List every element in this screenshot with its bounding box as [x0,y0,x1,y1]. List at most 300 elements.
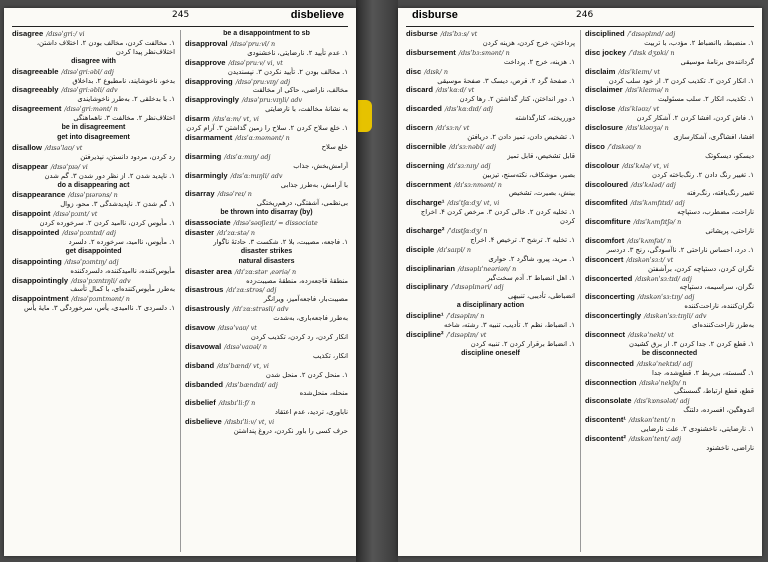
definition-text: ۱. منضبط، باانضباط ۲. مؤدب، با تربیت [644,38,754,47]
right-page-number: 246 [576,10,594,20]
pronunciation: /dɪˈzɑːstrəs/ adj [226,286,277,295]
definition-text: ۱. انضباط، نظم ۲. تأدیب، تنبیه ۳. رشته، شاخه [444,321,575,330]
dictionary-entry [406,124,575,142]
pronunciation: /dɪˈzɑːstə/ n [217,229,255,238]
dictionary-entry [185,40,348,58]
headword: disagree [12,30,44,38]
definition-text: نگران‌کننده، ناراحت‌کننده [684,302,754,311]
dictionary-entry [585,312,754,330]
column-divider [580,30,581,552]
headword: disclose [585,104,616,114]
headword: disband [185,360,215,370]
dictionary-entry [406,331,575,349]
entry-headline [406,49,575,58]
dictionary-entry [185,305,348,323]
dictionary-entry [12,105,175,123]
pronunciation: /dɪsəˈpruːvɪŋ/ adj [235,77,291,86]
headword: disbanded [185,379,223,389]
entry-headline [185,40,348,49]
definition-text: ۱. نارضایتی، ناخشنودی ۲. علت نارضایی [640,425,754,434]
dictionary-entry [585,293,754,311]
headword: disassociate [185,218,231,228]
definition-text: به‌طرز ناراحت‌کننده‌ای [692,321,754,330]
definition-text: دورریخته، کنارگذاشته [515,114,575,123]
definition-text: قطع، قطع ارتباط، گسستگی [673,387,754,396]
dictionary-entry [185,115,348,133]
dictionary-entry [12,182,175,191]
dictionary-entry [585,86,754,104]
dictionary-entry [585,435,754,453]
headword: disconcert [585,254,624,264]
left-page-header [12,8,348,27]
definition-text: اختلاف‌نظر ۲. مخالفت ۳. ناهماهنگی [73,114,175,123]
definition-text: ناراحتی، پریشانی [705,227,754,236]
headword: discernible [406,141,447,151]
entry-headline [185,268,348,277]
pronunciation: /dɪsəˈpɔɪnt/ vt [53,210,98,219]
entry-headline [406,227,575,236]
dictionary-entry [185,30,348,39]
dictionary-entry [406,49,575,67]
pronunciation: /ˈdɪsəplɪnd/ adj [627,30,676,38]
dictionary-entry [185,96,348,114]
headword: disconnect [585,330,626,339]
entry-headline [585,312,754,321]
subentry-phrase: natural disasters [238,257,295,265]
headword: disclaimer [585,85,623,95]
definition-text: گرداننده‌ی برنامهٔ موسیقی [680,57,754,66]
headword: disappointed [12,228,60,238]
definition-text: ۱. تکذیب، انکار ۲. سلب مسئولیت [658,95,754,104]
headword: discomfited [585,198,628,208]
pronunciation: /dɪsəˈpɔɪntɪd/ adj [62,229,117,238]
definition-text: ۱. منحل کردن ۲. منحل شدن [265,370,348,379]
pronunciation: /dɪskənˈsɜːtɪd/ adj [635,274,692,283]
pronunciation: /dɪsəˈpruːv/ vi, vt [228,58,283,67]
definition-text: حرف کسی را باور نکردن، دروغ پنداشتن [233,427,348,436]
entry-headline [406,68,575,77]
left-guide-word: disbelieve [290,9,344,21]
headword: disagreeable [12,66,59,76]
definition-text: ۱. انکار کردن ۲. تکذیب کردن ۳. از خود سلب کردن [608,76,754,85]
headword: discomfiture [585,217,631,227]
column-divider [180,30,181,552]
entry-headline [406,331,575,340]
headword: disciple [406,244,435,254]
definition-text: انکار، تکذیب [312,351,348,360]
pronunciation: /dɪsˈbɜːsmənt/ n [458,48,510,57]
entry-headline [185,305,348,314]
definition-text: انکار کردن، رد کردن، تکذیب کردن [250,333,348,341]
definition-text: ۱. فاجعه، مصیبت، بلا ۲. شکست ۳. حادثهٔ ناگوار [213,237,348,246]
pronunciation: /dɪskənˈsɜːt/ vt [626,255,674,264]
entry-headline [12,105,175,114]
pronunciation: /dɪsˈɑːmɪŋ/ adj [224,152,271,161]
entry-headline [12,295,175,304]
headword: disconsolate [585,396,632,406]
right-page-column-b [585,30,754,552]
headword: disapprove [185,57,226,67]
definition-text: مأیوس‌کننده، ناامیدکننده، دلسردکننده [70,266,175,275]
definition-text: دیسکو، دیسکوتک [705,151,754,160]
dictionary-entry [406,105,575,123]
pronunciation: /dɪsˈtʃɑːdʒ/ vt, vi [447,199,500,208]
dictionary-entry [185,343,348,361]
entry-headline [406,181,575,190]
dictionary-entry [585,331,754,349]
headword: disciplinary [406,282,449,292]
entry-headline [406,162,575,171]
dictionary-entry [12,248,175,257]
dictionary-entry [585,199,754,217]
definition-text: ۱. قطع کردن ۲. جدا کردن ۳. از برق کشیدن [628,339,754,348]
definition-text: ۱. گسسته، بی‌ربط ۲. قطع‌شده، جدا [652,368,754,377]
definition-text: با آرامش، به‌طرز جذابی [280,180,348,189]
dictionary-entry [406,350,575,359]
entry-headline [585,360,754,369]
headword: discard [406,85,434,95]
pronunciation: /dɪsəˈreɪ/ n [217,190,252,199]
entry-headline [185,399,348,408]
definition-text: پرداختن، خرج کردن، هزینه کردن [482,38,575,47]
dictionary-entry [406,283,575,301]
entry-headline [185,78,348,87]
pronunciation: /dɪskənˈtent/ n [628,416,676,425]
entry-headline [585,49,754,58]
pronunciation: /dɪsəˈvaʊəl/ n [224,342,267,351]
definition-text: ۱. صفحهٔ گرد ۲. قرص، دیسک ۳. صفحهٔ موسیقی [437,76,575,85]
dictionary-entry [585,143,754,161]
headword: disbelief [185,398,216,408]
definition-text: اندوهگین، افسرده، دلتنگ [683,406,754,415]
headword: disapprovingly [185,95,240,105]
definition-text: ۱. فاش کردن، افشا کردن ۲. آشکار کردن [636,114,754,123]
entry-headline [185,59,348,68]
pronunciation: /dɪsəˈpruːvl/ n [230,39,276,48]
entry-headline [585,30,754,39]
dictionary-entry [185,78,348,96]
entry-headline [585,199,754,208]
headword: disappointingly [12,275,69,285]
entry-headline [185,362,348,371]
definition-text: مصیبت‌بار، فاجعه‌آمیز، ویرانگر [263,295,348,304]
headword: disappointment [12,294,69,304]
definition-text: نگران کردن، دستپاچه کردن، برآشفتن [648,264,754,273]
definition-text: ۱. ناپدید شدن ۲. از نظر دور شدن ۳. گم شدن [44,171,175,180]
subentry-phrase: discipline oneself [461,349,520,357]
pronunciation: /dɪskənˈsɜːtɪŋ/ adj [637,293,695,302]
entry-headline [185,172,348,181]
headword: discharge¹ [406,198,445,208]
pronunciation: /dɪskəˈnekʃn/ n [639,378,687,387]
pronunciation: /dɪsˈɑːməmənt/ n [235,133,290,142]
definition-text: بینش، بصیرت، تشخیص [508,189,575,198]
dictionary-entry [585,30,754,48]
dictionary-entry [406,181,575,199]
pronunciation: /ˈdɪsəplɪnəri/ adj [451,283,504,292]
pronunciation: /dɪsˈkləʊz/ vt [618,105,660,114]
dictionary-entry [12,68,175,86]
subentry-phrase: disaster strikes [240,247,293,255]
dictionary-entry [12,229,175,247]
right-page-column-a [406,30,575,552]
entry-headline [406,86,575,95]
entry-headline [185,115,348,124]
left-page-column-b [185,30,348,552]
definition-text: آرامش‌بخش، جذاب [293,161,348,170]
headword: disarming [185,151,222,161]
pronunciation: /dɪskənˈsɜːtɪŋli/ adv [644,312,707,321]
pronunciation: /dɪsbɪˈliːv/ vt, vi [224,418,275,427]
pronunciation: /dɪsˈkʌmfɪtɪd/ adj [630,199,685,208]
headword: disconnection [585,377,637,387]
definition-text: مخالف، ناراضی، حاکی از مخالفت [252,86,348,95]
headword: disallow [12,142,42,152]
headword: disavow [185,323,215,333]
subentry-phrase: get into disagreement [57,133,130,141]
pronunciation: /dɪsˈkɑːdɪd/ adj [444,105,493,114]
dictionary-entry [12,144,175,162]
dictionary-entry [12,258,175,276]
dictionary-entry [406,86,575,104]
pronunciation: /dɪˈsaɪpl/ n [437,245,471,254]
dictionary-entry [585,397,754,415]
dictionary-entry [185,399,348,417]
pronunciation: /dɪsəˈpɪə/ vi [50,162,88,171]
headword: disconcertingly [585,311,642,321]
definition-text: نگران، سراسیمه، دستپاچه [679,283,754,292]
left-page [4,8,356,556]
pronunciation: /dɪˈzɑːstər ˌeəriə/ n [234,267,297,276]
definition-text: ۱. گم شدن ۲. ناپدیدشدگی ۳. محو، زوال [60,200,175,209]
dictionary-entry [185,229,348,247]
entry-headline [185,153,348,162]
dictionary-entry [12,58,175,67]
pronunciation: /dɪsˈɑːm/ vt, vi [212,115,259,124]
dictionary-entry [585,68,754,86]
definition-text: ۱. انضباط برقرار کردن ۲. تنبیه کردن [470,339,575,348]
headword: disappointing [12,256,62,266]
definition-text: به نشانهٔ مخالفت، با نارضایتی [265,105,348,114]
entry-headline [406,143,575,152]
headword: disc [406,66,422,76]
dictionary-entry [185,286,348,304]
dictionary-entry [185,59,348,77]
entry-headline [12,210,175,219]
pronunciation: /dɪsˈkʌmfɪtʃə/ n [633,218,682,227]
pronunciation: /dɪsəˈpɔɪntɪŋ/ adj [64,257,119,266]
headword: disco [585,141,605,151]
headword: discoloured [585,179,629,189]
dictionary-entry [12,134,175,143]
headword: discharge² [406,226,445,236]
subentry-phrase: do a disappearing act [57,181,130,189]
headword: discarded [406,104,442,114]
subentry-phrase: be thrown into disarray (by) [220,209,313,217]
definition-text: ۱. خلع سلاح کردن ۲. سلاح را زمین گذاشتن ۳. آرام کردن [186,124,348,133]
entry-headline [406,312,575,321]
dictionary-entry [12,191,175,209]
definition-text: ۱. درد، احساس ناراحتی ۲. ناآسودگی، رنج ۳. دردسر [606,245,754,254]
entry-headline [12,191,175,200]
entry-headline [585,68,754,77]
dictionary-entry [406,162,575,180]
headword: disburse [406,30,438,38]
dictionary-entry [406,143,575,161]
entry-headline [185,96,348,105]
pronunciation: /ˈdɪsəplɪn/ n [446,312,485,321]
definition-text: انضباطی، تأدیبی، تنبیهی [507,292,575,301]
dictionary-entry [585,416,754,434]
dictionary-entry [185,172,348,190]
headword: disagreeably [12,85,59,95]
headword: discomfort [585,235,625,245]
dictionary-entry [585,275,754,293]
entry-headline [12,86,175,95]
headword: disconcerting [585,292,635,302]
pronunciation: /dɪsəˈɡriːmənt/ n [64,105,118,114]
headword: disciplinarian [406,263,455,273]
dictionary-entry [406,312,575,330]
entry-headline [12,163,175,172]
dictionary-entry [185,381,348,399]
headword: disavowal [185,341,222,351]
definition-text: ۱. عدم تأیید ۲. نارضایتی، ناخشنودی [247,48,348,57]
headword: disbursement [406,47,456,57]
entry-headline [185,134,348,143]
pronunciation: /dɪsəˈvaʊ/ vt [217,324,257,333]
entry-headline [406,265,575,274]
headword: disbelieve [185,417,222,427]
dictionary-entry [12,86,175,104]
pronunciation: /dɪˈsɜːnmənt/ n [454,180,502,189]
entry-headline [585,256,754,265]
dictionary-entry [185,324,348,342]
dictionary-entry [406,199,575,226]
pronunciation: /dɪsˈkʌləd/ adj [631,180,676,189]
dictionary-entry [406,302,575,311]
headword: disciplined [585,30,625,38]
dictionary-entry [585,360,754,378]
dictionary-entry [12,30,175,57]
pronunciation: /dɪsəˈɡriː/ vi [46,30,85,38]
dictionary-entry [185,362,348,380]
headword: disconcerted [585,273,633,283]
pronunciation: /dɪsəˈpɔɪntɪŋli/ adv [71,276,131,285]
dictionary-entry [185,153,348,171]
entry-headline [585,218,754,227]
headword: disapproving [185,76,233,86]
subentry-phrase: a disciplinary action [456,302,525,310]
left-page-number: 245 [172,10,190,20]
dictionary-entry [185,219,348,228]
dictionary-entry [12,277,175,295]
pronunciation: /dɪsˈkləʊʒə/ n [625,124,669,133]
dictionary-entry [585,237,754,255]
headword: discontent¹ [585,415,626,425]
headword: disarmingly [185,170,228,180]
right-guide-word: disburse [412,9,458,21]
dictionary-entry [585,162,754,180]
definition-text: ۱. تشخیص دادن، تمیز دادن ۲. دریافتن [467,132,575,141]
definition-text: خلع سلاح [321,142,348,151]
subentry-phrase: be disconnected [641,349,698,357]
headword: disappoint [12,209,51,219]
dictionary-entry [12,124,175,133]
pronunciation: /dɪsbɪˈliːf/ n [218,399,256,408]
definition-text: رد کردن، مردود دانستن، نپذیرفتن [80,152,175,161]
pronunciation: /ˈdɪsəplɪn/ vt [446,331,487,339]
headword: disconnected [585,358,634,368]
dictionary-entry [406,246,575,264]
dictionary-entry [185,248,348,257]
pronunciation: /dɪˈsɜːnəbl/ adj [449,142,496,151]
dictionary-entry [406,68,575,86]
definition-text: ۱. تغییر رنگ دادن ۲. رنگ‌باخته کردن [652,170,754,179]
pronunciation: /dɪsˈkɑːd/ vt [436,86,475,95]
dictionary-entry [185,190,348,208]
entry-headline [406,105,575,114]
headword: disaster [185,228,215,238]
dictionary-entry [585,181,754,199]
entry-headline [185,324,348,333]
pronunciation: /dɪsəplɪˈneəriən/ n [457,264,517,273]
pronunciation: /dɪskəˈnekt/ vt [628,331,674,339]
entry-headline [585,143,754,152]
dictionary-entry [12,163,175,181]
dictionary-entry [185,209,348,218]
definition-text: ۱. هزینه، خرج ۲. پرداخت [503,57,575,66]
pronunciation: /dɪsˈkɒnsələt/ adj [634,397,690,406]
pronunciation: /dɪˈsɜːnɪŋ/ adj [447,161,491,170]
entry-headline [185,343,348,352]
right-page-header [406,8,754,27]
dictionary-entry [185,258,348,267]
definition-text: به‌طرز مأیوس‌کننده‌ای، با کمال تأسف [70,285,175,294]
pronunciation: /ˈdɪskəʊ/ n [607,142,642,151]
dictionary-entry [406,30,575,48]
pronunciation: /dɪsəˈɡriːəbli/ adv [61,86,118,95]
entry-headline [406,30,575,39]
dictionary-entry [185,268,348,286]
headword: discern [406,123,434,133]
pronunciation: /ˈdɪstʃɑːdʒ/ n [447,227,488,236]
headword: discolour [585,160,620,170]
pronunciation: /dɪsəˈɡriːəbl/ adj [61,67,114,76]
definition-text: ۱. دور انداختن، کنار گذاشتن ۲. رها کردن [459,95,575,104]
dictionary-entry [406,265,575,283]
pronunciation: /dɪˈzɑːstrəsli/ adv [232,305,289,314]
definition-text: ۱. مخالف بودن ۲. تأیید نکردن ۳. نپسندیدن [227,67,348,76]
pronunciation: /dɪsˈkʌmfət/ n [627,236,672,245]
bookmark-tab [358,100,372,132]
headword: disapproval [185,38,228,48]
definition-text: بصیر، موشکاف، نکته‌سنج، تیزبین [482,170,575,179]
pronunciation: /dɪsəˈlaʊ/ vt [44,143,83,152]
entry-headline [585,237,754,246]
entry-headline [585,331,754,340]
dictionary-entry [12,295,175,313]
headword: disaster area [185,266,232,276]
pronunciation: /dɪskəˈnektɪd/ adj [636,359,693,368]
entry-headline [12,68,175,77]
headword: discernment [406,179,452,189]
pronunciation: /dɪsk/ n [424,67,448,76]
entry-headline [12,144,175,153]
entry-headline [585,397,754,406]
entry-headline [585,162,754,171]
entry-headline [12,30,175,39]
